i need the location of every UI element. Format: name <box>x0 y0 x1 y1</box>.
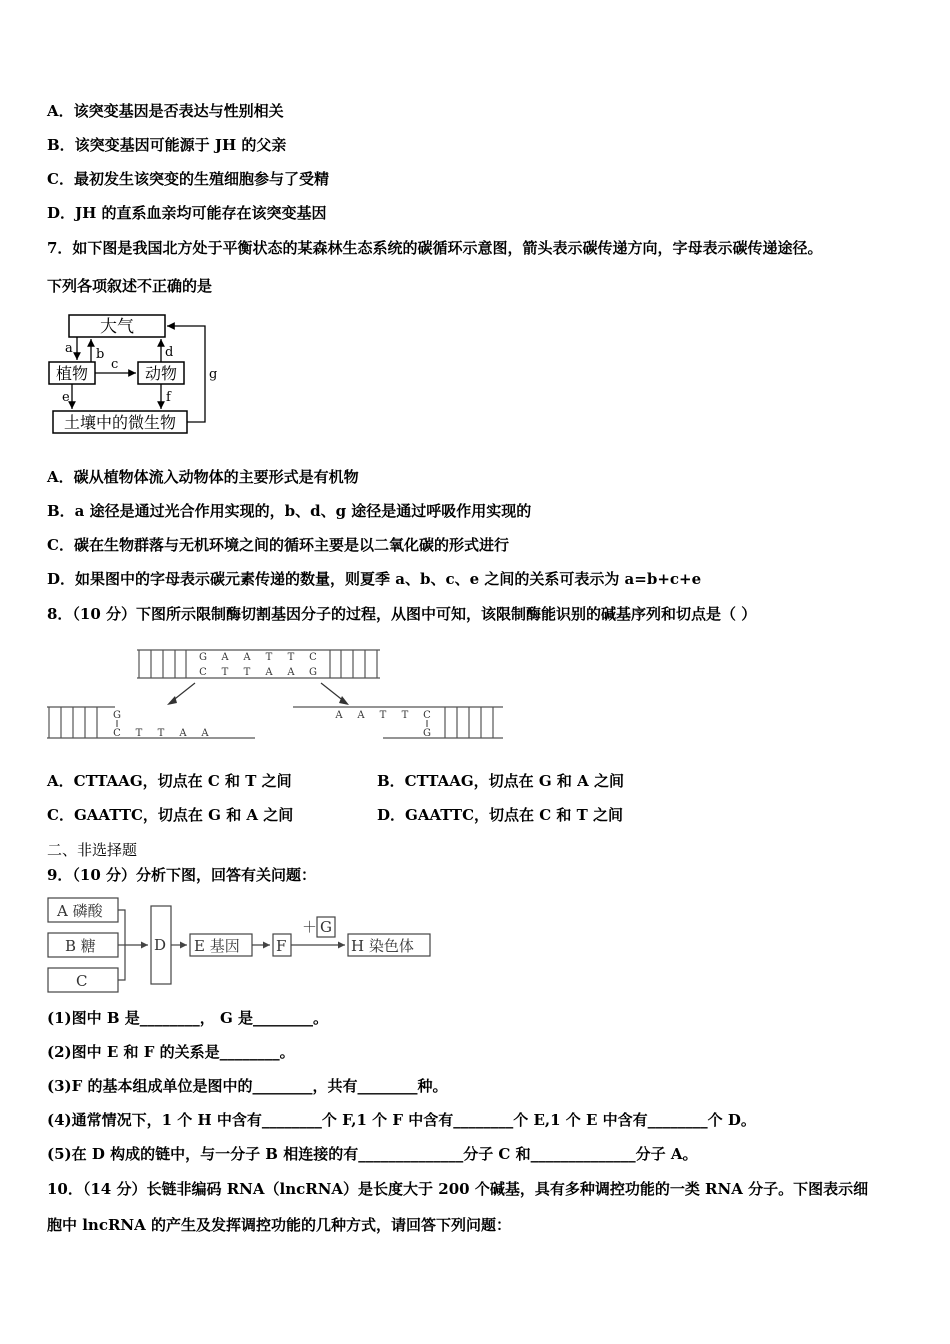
q7-option-b: B．a 途径是通过光合作用实现的，b、d、g 途径是通过呼吸作用实现的 <box>47 502 532 520</box>
label-g: g <box>209 367 218 382</box>
label-b: b <box>96 347 105 362</box>
q6-option-d: D．JH 的直系血亲均可能存在该突变基因 <box>47 204 327 222</box>
q6-option-c: C．最初发生该突变的生殖细胞参与了受精 <box>47 170 329 188</box>
right-top-base-5: C <box>423 710 431 721</box>
label-a: a <box>65 341 73 356</box>
label-h-chromosome: H 染色体 <box>351 937 414 955</box>
q9-sub2: (2)图中 E 和 F 的关系是________。 <box>47 1043 295 1061</box>
label-e-gene: E 基因 <box>194 937 240 955</box>
top-base-1: G <box>199 652 207 663</box>
q9-sub4: (4)通常情况下，1 个 H 中含有________个 F,1 个 F 中含有________个 E,1 个 E 中含有________个 D。 <box>47 1111 756 1129</box>
left-bottom-base-3: T <box>157 728 165 739</box>
left-bottom-base-2: T <box>135 728 143 739</box>
top-base-3: A <box>243 652 251 663</box>
q7-stem-line2: 下列各项叙述不正确的是 <box>47 277 213 295</box>
restriction-enzyme-diagram <box>45 645 505 745</box>
label-a-phosphate: A 磷酸 <box>57 902 103 920</box>
q7-option-c: C．碳在生物群落与无机环境之间的循环主要是以二氧化碳的形式进行 <box>47 536 509 554</box>
label-f: F <box>276 937 287 955</box>
top-base-5: T <box>287 652 295 663</box>
right-top-base-4: T <box>401 710 409 721</box>
left-bottom-base-1: C <box>113 728 121 739</box>
carbon-cycle-diagram <box>45 310 235 438</box>
top-base-4: T <box>265 652 273 663</box>
right-top-base-3: T <box>379 710 387 721</box>
q8-option-a: A．CTTAAG，切点在 C 和 T 之间 <box>47 772 292 790</box>
bottom-base-4: A <box>265 667 273 678</box>
label-d: d <box>165 345 174 360</box>
plant-label: 植物 <box>55 364 89 383</box>
gene-structure-diagram <box>45 893 435 998</box>
q9-sub3: (3)F 的基本组成单位是图中的________，共有________种。 <box>47 1077 448 1095</box>
left-bottom-base-5: A <box>201 728 209 739</box>
label-g-plus: ＋ <box>302 918 318 936</box>
label-c: c <box>111 357 119 372</box>
q9-sub5: (5)在 D 构成的链中，与一分子 B 相连接的有______________分子 C 和______________分子 A。 <box>47 1145 698 1163</box>
bottom-base-1: C <box>199 667 207 678</box>
top-base-2: A <box>221 652 229 663</box>
q6-option-a: A．该突变基因是否表达与性别相关 <box>47 102 284 120</box>
q8-option-d: D．GAATTC，切点在 C 和 T 之间 <box>377 806 623 824</box>
left-top-base: G <box>113 710 121 721</box>
q8-stem: 8．（10 分）下图所示限制酶切割基因分子的过程，从图中可知，该限制酶能识别的碱基序列和切点是（ ） <box>47 605 757 623</box>
label-b-sugar: B 糖 <box>65 937 96 955</box>
animal-label: 动物 <box>144 364 178 383</box>
bottom-base-5: A <box>287 667 295 678</box>
microbes-label: 土壤中的微生物 <box>63 413 177 432</box>
q7-stem-line1: 7．如下图是我国北方处于平衡状态的某森林生态系统的碳循环示意图，箭头表示碳传递方向，字母表示碳传递途径。 <box>47 239 823 257</box>
q9-sub1: (1)图中 B 是________， G 是________。 <box>47 1009 329 1027</box>
label-d: D <box>154 936 167 954</box>
label-c: C <box>76 972 88 990</box>
q6-option-b: B．该突变基因可能源于 JH 的父亲 <box>47 136 287 154</box>
label-f: f <box>166 390 171 405</box>
q8-option-c: C．GAATTC，切点在 G 和 A 之间 <box>47 806 294 824</box>
left-bottom-base-4: A <box>179 728 187 739</box>
right-top-base-2: A <box>357 710 365 721</box>
label-g: G <box>320 918 332 936</box>
bottom-base-2: T <box>221 667 229 678</box>
bottom-base-6: G <box>309 667 317 678</box>
top-base-6: C <box>309 652 317 663</box>
bottom-base-3: T <box>243 667 251 678</box>
right-bottom-base: G <box>423 728 431 739</box>
q10-line1: 10．（14 分）长链非编码 RNA（lncRNA）是长度大于 200 个碱基，具有多种调控功能的一类 RNA 分子。下图表示细 <box>47 1180 869 1198</box>
label-e: e <box>62 390 70 405</box>
q9-stem: 9．（10 分）分析下图，回答有关问题： <box>47 866 317 884</box>
q7-option-a: A．碳从植物体流入动物体的主要形式是有机物 <box>47 468 359 486</box>
q7-option-d: D．如果图中的字母表示碳元素传递的数量，则夏季 a、b、c、e 之间的关系可表示为 a=b+c+e <box>47 570 702 588</box>
q10-line2: 胞中 lncRNA 的产生及发挥调控功能的几种方式，请回答下列问题： <box>47 1216 511 1234</box>
q8-option-b: B．CTTAAG，切点在 G 和 A 之间 <box>377 772 625 790</box>
atmosphere-label: 大气 <box>100 317 134 337</box>
right-top-base-1: A <box>335 710 343 721</box>
section2-title: 二、非选择题 <box>47 841 138 859</box>
